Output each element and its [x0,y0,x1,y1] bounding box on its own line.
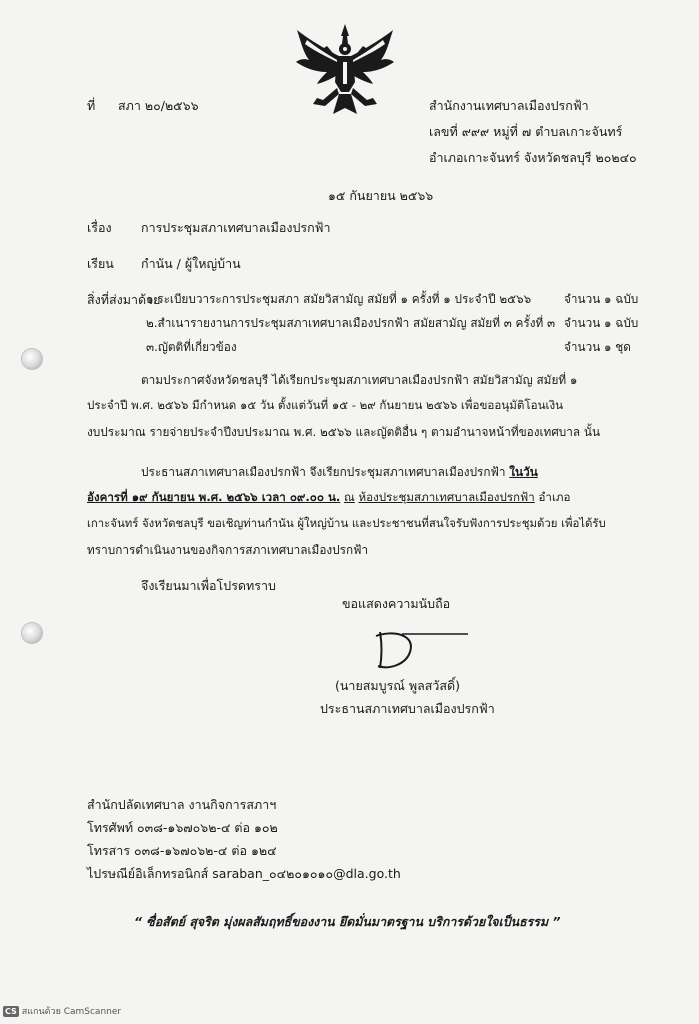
letter-date: ๑๕ กันยายน ๒๕๖๖ [328,188,434,203]
contact-dept: สำนักปลัดเทศบาล งานกิจการสภาฯ [87,797,277,812]
enclosure-qty-2: จำนวน ๑ ฉบับ [564,316,639,330]
scanner-text: สแกนด้วย CamScanner [21,1007,122,1017]
office-line-2: เลขที่ ๙๙๙ หมู่ที่ ๗ ตำบลเกาะจันทร์ [429,124,623,139]
subject-label: เรื่อง [87,220,112,235]
para1-line-2: ประจำปี พ.ศ. ๒๕๖๖ มีกำหนด ๑๕ วัน ตั้งแต่วันที่ ๑๕ - ๒๙ กันยายน ๒๕๖๖ เพื่อขออนุมัติโอนเงิน [87,398,564,412]
meeting-datetime: อังคารที่ ๑๙ กันยายน พ.ศ. ๒๕๖๖ เวลา ๐๙.๐๐ น. [87,490,341,504]
para2-line-2 [87,489,571,507]
para2-line-1 [141,463,538,482]
para2-line-1-text: ประธานสภาเทศบาลเมืองปรกฟ้า จึงเรียกประชุมสภาเทศบาลเมืองปรกฟ้า [141,465,506,479]
signer-position: ประธานสภาเทศบาลเมืองปรกฟ้า [320,701,495,716]
enclosure-qty-1: จำนวน ๑ ฉบับ [564,292,639,306]
enclosures-label: สิ่งที่ส่งมาด้วย [87,292,161,307]
meeting-at: ณ [344,490,355,504]
enclosure-item-3: ๓.ญัตติที่เกี่ยวข้อง [146,340,237,354]
meeting-venue: ห้องประชุมสภาเทศบาลเมืองปรกฟ้า [358,490,535,504]
to-label: เรียน [87,256,114,271]
closing-line: จึงเรียนมาเพื่อโปรดทราบ [141,578,276,593]
office-line-3: อำเภอเกาะจันทร์ จังหวัดชลบุรี ๒๐๒๔๐ [429,150,637,165]
signer-name: (นายสมบูรณ์ พูลสวัสดิ์) [335,678,461,693]
para1-line-3: งบประมาณ รายจ่ายประจำปีงบประมาณ พ.ศ. ๒๕๖๖ และญัตติอื่น ๆ ตามอำนาจหน้าที่ของเทศบาล นั้น [87,425,601,439]
ref-number: สภา ๒๐/๒๕๖๖ [118,98,199,113]
to-text: กำนัน / ผู้ใหญ่บ้าน [141,256,241,271]
subject-text: การประชุมสภาเทศบาลเมืองปรกฟ้า [141,220,331,235]
scanner-watermark [3,1004,121,1018]
para2-line-4: ทราบการดำเนินงานของกิจการสภาเทศบาลเมืองปรกฟ้า [87,543,369,557]
garuda-emblem-icon [293,22,397,120]
ref-label: ที่ [87,98,96,113]
contact-fax: โทรสาร ๐๓๘-๑๖๗๐๖๒-๔ ต่อ ๑๒๔ [87,843,277,858]
office-line-1: สำนักงานเทศบาลเมืองปรกฟ้า [429,98,589,113]
para2-line-3: เกาะจันทร์ จังหวัดชลบุรี ขอเชิญท่านกำนัน ผู้ใหญ่บ้าน และประชาชนที่สนใจรับฟังการประชุมด้วย เพื่อได้รับ [87,516,606,530]
enclosure-item-1: ๑.ระเบียบวาระการประชุมสภา สมัยวิสามัญ สมัยที่ ๑ ครั้งที่ ๑ ประจำปี ๒๕๖๖ [146,292,532,306]
salutation: ขอแสดงความนับถือ [342,596,451,611]
camscanner-icon: CS [5,1006,17,1016]
punch-hole-bottom [22,623,42,643]
contact-email: ไปรษณีย์อิเล็กทรอนิกส์ saraban_๐๔๒๐๑๐๑๐@dla.go.th [87,866,401,881]
para2-line-1-emphasis: ในวัน [509,465,538,479]
enclosure-item-2: ๒.สำเนารายงานการประชุมสภาเทศบาลเมืองปรกฟ้า สมัยสามัญ สมัยที่ ๓ ครั้งที่ ๓ [146,316,556,330]
contact-phone: โทรศัพท์ ๐๓๘-๑๖๗๐๖๒-๔ ต่อ ๑๐๒ [87,820,278,835]
motto: “ ซื่อสัตย์ สุจริต มุ่งผลสัมฤทธิ์ของงาน ยึดมั่นมาตรฐาน บริการด้วยใจเป็นธรรม ” [134,914,561,929]
punch-hole-top [22,349,42,369]
para1-line-1: ตามประกาศจังหวัดชลบุรี ได้เรียกประชุมสภาเทศบาลเมืองปรกฟ้า สมัยวิสามัญ สมัยที่ ๑ [141,373,578,387]
para2-line-2-tail: อำเภอ [538,490,571,504]
enclosure-qty-3: จำนวน ๑ ชุด [564,340,631,354]
